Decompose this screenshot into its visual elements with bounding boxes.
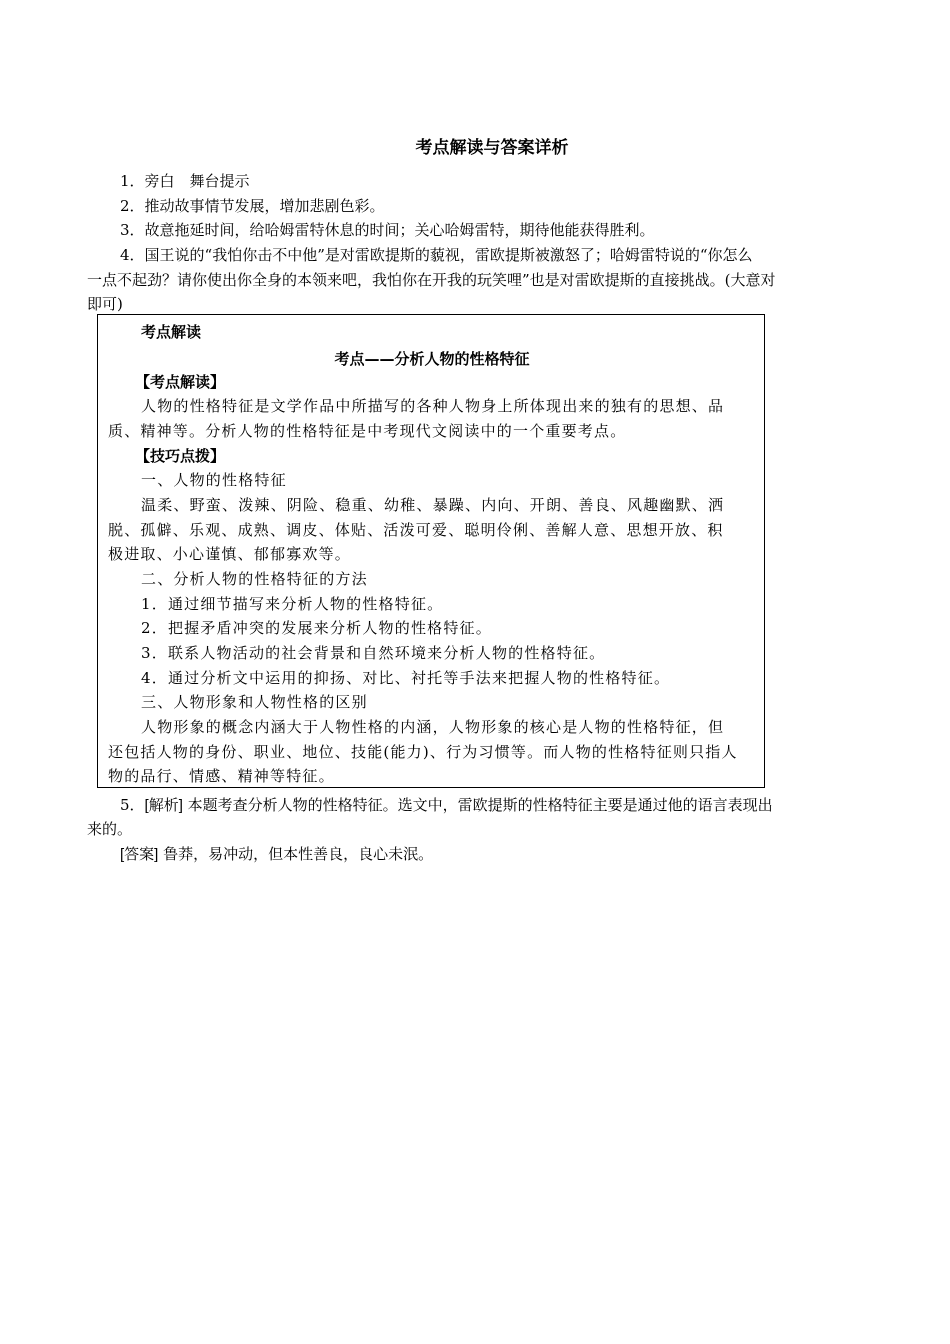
method-1: 1．通过细节描写来分析人物的性格特征。 — [141, 595, 444, 613]
question-5-number: 5． — [120, 796, 145, 814]
analysis-text-line-2: 来的。 — [87, 820, 133, 838]
difference-line-2: 还包括人物的身份、职业、地位、技能(能力)、行为习惯等。而人物的性格特征则只指人 — [108, 743, 738, 761]
traits-line-1: 温柔、野蛮、泼辣、阴险、稳重、幼稚、暴躁、内向、开朗、善良、风趣幽默、洒 — [141, 496, 725, 514]
method-4: 4．通过分析文中运用的抑扬、对比、衬托等手法来把握人物的性格特征。 — [141, 669, 671, 687]
question-5-analysis — [120, 795, 773, 816]
method-3: 3．联系人物活动的社会背景和自然环境来分析人物的性格特征。 — [141, 644, 606, 662]
answer-1: 1．旁白 舞台提示 — [120, 172, 250, 190]
difference-line-1: 人物形象的概念内涵大于人物性格的内涵，人物形象的核心是人物的性格特征，但 — [141, 718, 725, 736]
interpretation-line-1: 人物的性格特征是文学作品中所描写的各种人物身上所体现出来的独有的思想、品 — [141, 397, 725, 415]
analysis-tag: [解析] — [144, 797, 183, 814]
traits-line-2: 脱、孤僻、乐观、成熟、调皮、体贴、活泼可爱、聪明伶俐、善解人意、思想开放、积 — [108, 521, 724, 539]
answer-3: 3．故意拖延时间，给哈姆雷特休息的时间；关心哈姆雷特，期待他能获得胜利。 — [120, 221, 655, 239]
section-label-interpretation: 【考点解读】 — [135, 373, 226, 391]
method-2: 2．把握矛盾冲突的发展来分析人物的性格特征。 — [141, 619, 492, 637]
box-subheading: 考点——分析人物的性格特征 — [334, 350, 530, 368]
section-label-tips: 【技巧点拨】 — [135, 447, 226, 465]
analysis-text-line-1: 本题考查分析人物的性格特征。选文中，雷欧提斯的性格特征主要是通过他的语言表现出 — [182, 796, 773, 814]
exam-point-box — [97, 314, 765, 788]
answer-text: 鲁莽，易冲动，但本性善良，良心未泯。 — [158, 845, 434, 863]
page-title: 考点解读与答案详析 — [415, 138, 569, 158]
answer-2: 2．推动故事情节发展，增加悲剧色彩。 — [120, 197, 385, 215]
question-5-answer — [120, 844, 433, 865]
answer-4-line-2: 一点不起劲？请你使出你全身的本领来吧，我怕你在开我的玩笑哩”也是对雷欧提斯的直接挑战。(大意对 — [87, 271, 776, 289]
difference-line-3: 物的品行、情感、精神等特征。 — [108, 767, 335, 785]
box-heading: 考点解读 — [141, 323, 202, 341]
tips-part-1-title: 一、人物的性格特征 — [141, 471, 287, 489]
traits-line-3: 极进取、小心谨慎、郁郁寡欢等。 — [108, 545, 352, 563]
answer-4-line-3: 即可) — [87, 295, 123, 313]
tips-part-2-title: 二、分析人物的性格特征的方法 — [141, 570, 368, 588]
answer-4-line-1: 4．国王说的“我怕你击不中他”是对雷欧提斯的藐视，雷欧提斯被激怒了；哈姆雷特说的“你怎么 — [120, 246, 753, 264]
answer-tag: [答案] — [120, 846, 159, 863]
interpretation-line-2: 质、精神等。分析人物的性格特征是中考现代文阅读中的一个重要考点。 — [108, 422, 627, 440]
tips-part-3-title: 三、人物形象和人物性格的区别 — [141, 693, 368, 711]
